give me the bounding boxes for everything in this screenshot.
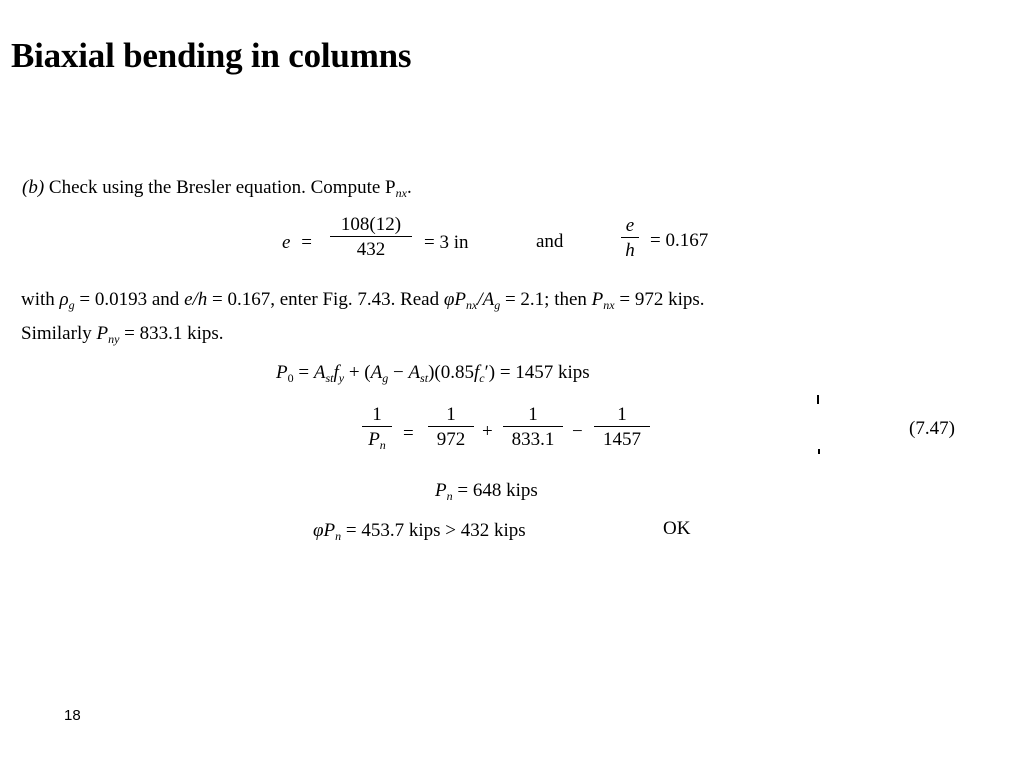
ecc-numerator: 108(12) — [340, 214, 402, 235]
intro-sub: nx — [395, 186, 407, 200]
term-3-den: 1457 — [603, 429, 641, 450]
ast-sub-2: st — [420, 371, 429, 385]
similarly-text: Similarly — [21, 323, 92, 344]
ratio-value: = 2.1; then — [504, 289, 587, 310]
phi-pn-value: = 453.7 kips > 432 kips — [345, 520, 526, 541]
eh-fraction — [621, 216, 639, 260]
pn-symbol-1: P — [368, 429, 380, 450]
bresler-term-1 — [428, 405, 474, 449]
ag-symbol-2: A — [370, 362, 383, 383]
ecc-equals: = — [301, 232, 312, 253]
equation-number: (7.47) — [909, 418, 955, 439]
fy-sub: y — [338, 371, 345, 385]
pn-value: = 648 kips — [457, 480, 538, 501]
pny-sub: ny — [108, 332, 120, 346]
p0-plus: + ( — [348, 362, 371, 383]
bresler-plus: + — [482, 421, 493, 442]
eh-result: = 0.167 — [650, 230, 709, 251]
p0-symbol: P — [276, 362, 288, 383]
p0-minus: − — [392, 362, 404, 383]
fig-read-line — [21, 290, 705, 311]
bresler-term-3 — [594, 405, 650, 449]
phi-pnx: φP — [443, 289, 466, 310]
p0-close: ) — [488, 362, 496, 383]
eh-numerator: e — [625, 215, 635, 236]
bresler-equals: = — [403, 423, 414, 444]
pnx-symbol: P — [591, 289, 604, 310]
term-3-num: 1 — [617, 404, 627, 425]
rho-sub: g — [68, 298, 75, 312]
pn-sub-1: n — [379, 438, 386, 452]
eh-symbol: e/h — [184, 289, 208, 310]
part-label: (b) — [22, 177, 45, 198]
pny-value: = 833.1 kips. — [124, 323, 224, 344]
ecc-lhs — [282, 233, 312, 252]
pnx-sub: nx — [603, 298, 615, 312]
fc-prime: ′ — [484, 362, 489, 383]
slide-number: 18 — [64, 707, 81, 724]
ecc-result: = 3 in — [424, 232, 469, 253]
ecc-e: e — [282, 232, 291, 253]
pn-line — [435, 481, 538, 502]
fc-symbol: f — [473, 362, 480, 383]
ast-sub-1: st — [325, 371, 334, 385]
scan-mark-top — [817, 395, 819, 404]
bresler-lhs-den — [362, 427, 392, 451]
pny-symbol: P — [96, 323, 109, 344]
fc-sub: c — [479, 371, 485, 385]
ag-sub: g — [494, 298, 501, 312]
ast-symbol-1: A — [313, 362, 326, 383]
p0-equation — [276, 363, 590, 384]
ag-symbol: /A — [477, 289, 495, 310]
bresler-minus: − — [572, 421, 583, 442]
p0-equals: = — [298, 362, 310, 383]
bresler-term-2 — [503, 405, 563, 449]
p0-factor: )(0.85 — [428, 362, 474, 383]
phi-pn-sub: n — [335, 529, 342, 543]
rho-symbol: ρ — [59, 289, 69, 310]
ecc-fraction — [330, 215, 412, 259]
term-2-den: 833.1 — [511, 429, 555, 450]
pnx-value: = 972 kips. — [619, 289, 705, 310]
ecc-denominator: 432 — [356, 239, 386, 260]
intro-end: . — [406, 177, 412, 198]
slide-title: Biaxial bending in columns — [11, 36, 412, 75]
ecc-connector: and — [536, 231, 564, 252]
pn-sub-2: n — [446, 489, 453, 503]
p0-result: = 1457 kips — [499, 362, 590, 383]
ast-symbol-2: A — [408, 362, 421, 383]
intro-text: Check using the Bresler equation. Compute P — [48, 177, 396, 198]
pn-symbol-2: P — [435, 480, 447, 501]
rho-value: = 0.0193 and — [79, 289, 180, 310]
phipn-line — [313, 521, 526, 542]
fy-symbol: f — [333, 362, 339, 383]
term-1-den: 972 — [436, 429, 466, 450]
eh-denominator: h — [625, 240, 635, 261]
ag-sub-2: g — [382, 371, 389, 385]
scan-mark-bottom — [818, 449, 820, 454]
bresler-lhs — [362, 405, 392, 451]
intro-line — [22, 178, 412, 199]
bresler-lhs-num: 1 — [372, 404, 382, 425]
eh-value-text: = 0.167, enter Fig. 7.43. Read — [212, 289, 440, 310]
phi-pn-symbol: φP — [313, 520, 336, 541]
term-2-num: 1 — [528, 404, 538, 425]
p0-sub: 0 — [287, 371, 294, 385]
ok-label: OK — [663, 518, 691, 539]
with-text: with — [21, 289, 55, 310]
term-1-num: 1 — [446, 404, 456, 425]
similarly-line — [21, 324, 224, 345]
phi-pnx-sub: nx — [465, 298, 478, 312]
